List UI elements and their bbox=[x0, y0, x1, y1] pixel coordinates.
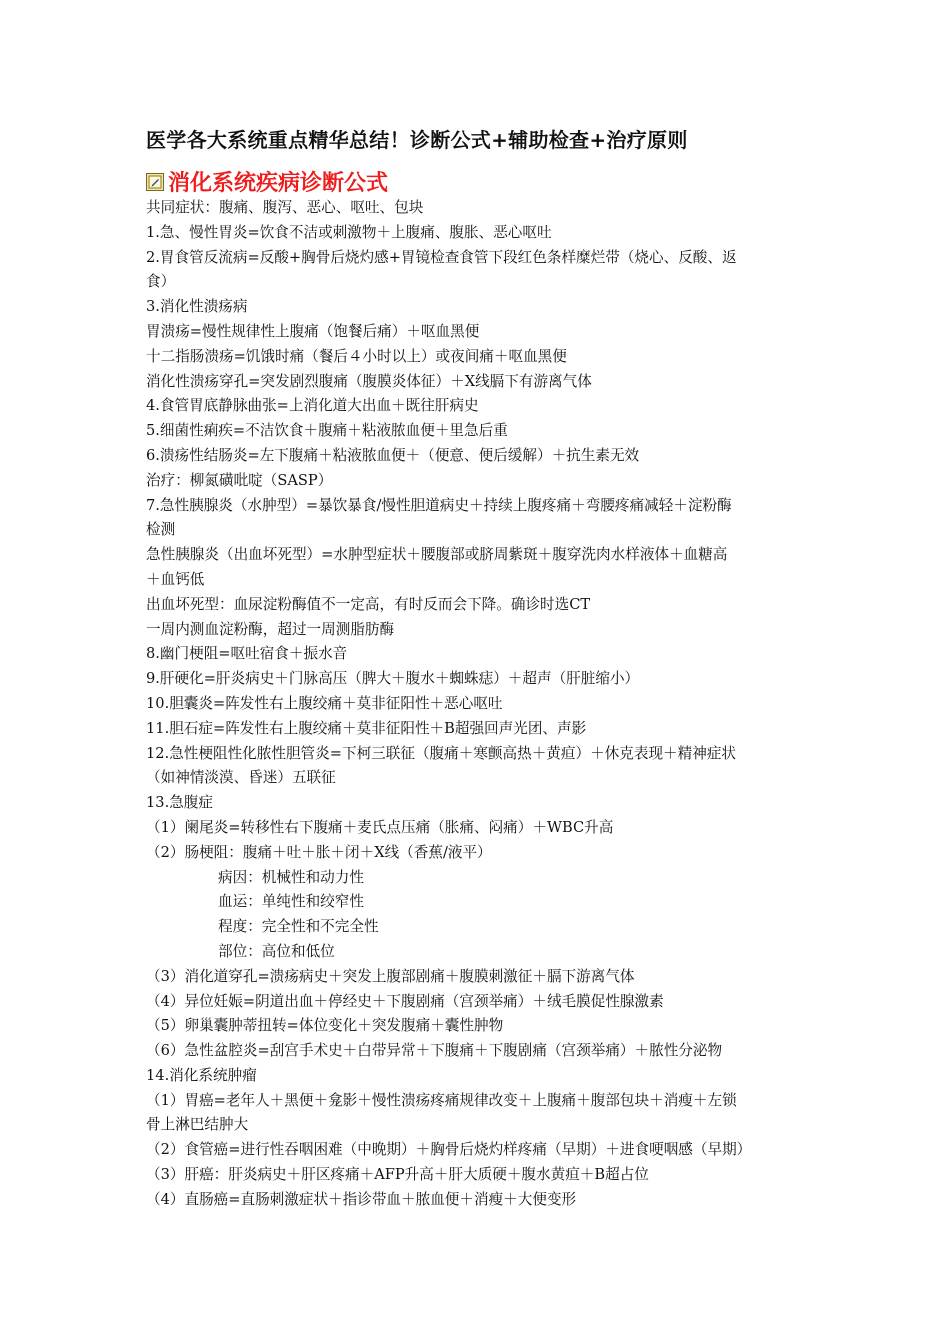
text-line: 检测 bbox=[146, 521, 176, 539]
text-line: （6）急性盆腔炎=刮宫手术史＋白带异常＋下腹痛＋下腹剧痛（宫颈举痛）＋脓性分泌物 bbox=[146, 1042, 723, 1060]
text-line: 消化性溃疡穿孔=突发剧烈腹痛（腹膜炎体征）＋X线膈下有游离气体 bbox=[146, 372, 592, 390]
text-line: 11.胆石症=阵发性右上腹绞痛＋莫非征阳性＋B超强回声光团、声影 bbox=[146, 719, 587, 737]
text-line: 13.急腹症 bbox=[146, 794, 213, 812]
text-line: 4.食管胃底静脉曲张=上消化道大出血＋既往肝病史 bbox=[146, 397, 479, 415]
text-line: （3）肝癌：肝炎病史＋肝区疼痛＋AFP升高＋肝大质硬＋腹水黄疸＋B超占位 bbox=[146, 1166, 649, 1184]
text-line: （如神情淡漠、昏迷）五联征 bbox=[146, 769, 336, 787]
text-line: （1）阑尾炎=转移性右下腹痛＋麦氏点压痛（胀痛、闷痛）＋WBC升高 bbox=[146, 818, 614, 836]
document-body bbox=[146, 196, 814, 1213]
text-line: 10.胆囊炎=阵发性右上腹绞痛＋莫非征阳性＋恶心呕吐 bbox=[146, 694, 503, 712]
section-header bbox=[146, 166, 388, 197]
text-line: 9.肝硬化=肝炎病史＋门脉高压（脾大＋腹水＋蜘蛛痣）＋超声（肝脏缩小） bbox=[146, 670, 640, 688]
text-line: 一周内测血淀粉酶，超过一周测脂肪酶 bbox=[146, 620, 395, 638]
text-line: 共同症状：腹痛、腹泻、恶心、呕吐、包块 bbox=[146, 199, 424, 216]
text-line: 12.急性梗阻性化脓性胆管炎=下柯三联征（腹痛＋寒颤高热＋黄疸）＋休克表现＋精神症状 bbox=[146, 744, 737, 762]
text-line: （2）食管癌=进行性吞咽困难（中晚期）＋胸骨后烧灼样疼痛（早期）＋进食哽咽感（早期） bbox=[146, 1141, 752, 1159]
text-line: 5.细菌性痢疾=不洁饮食＋腹痛＋粘液脓血便＋里急后重 bbox=[146, 422, 508, 440]
text-line: 6.溃疡性结肠炎=左下腹痛＋粘液脓血便＋（便意、便后缓解）＋抗生素无效 bbox=[146, 446, 640, 464]
text-line: 程度：完全性和不完全性 bbox=[218, 918, 379, 936]
text-line: 8.幽门梗阻=呕吐宿食＋振水音 bbox=[146, 645, 348, 663]
text-line: 血运：单纯性和绞窄性 bbox=[218, 893, 364, 911]
text-line: 治疗：柳氮磺吡啶（SASP） bbox=[146, 471, 333, 489]
text-line: （5）卵巢囊肿蒂扭转=体位变化＋突发腹痛＋囊性肿物 bbox=[146, 1017, 504, 1035]
text-line: ＋血钙低 bbox=[146, 570, 205, 588]
text-line: 胃溃疡=慢性规律性上腹痛（饱餐后痛）＋呕血黑便 bbox=[146, 322, 480, 340]
text-line: 1.急、慢性胃炎=饮食不洁或刺激物＋上腹痛、腹胀、恶心呕吐 bbox=[146, 223, 552, 241]
text-line: 7.急性胰腺炎（水肿型）=暴饮暴食/慢性胆道病史＋持续上腹疼痛＋弯腰疼痛减轻＋淀粉酶 bbox=[146, 496, 732, 514]
text-line: 骨上淋巴结肿大 bbox=[146, 1116, 249, 1134]
text-line: 14.消化系统肿瘤 bbox=[146, 1066, 257, 1084]
text-line: 病因：机械性和动力性 bbox=[218, 868, 364, 886]
text-line: 十二指肠溃疡=饥饿时痛（餐后４小时以上）或夜间痛＋呕血黑便 bbox=[146, 347, 567, 365]
pencil-note-icon bbox=[146, 173, 164, 191]
text-line: 出血坏死型：血尿淀粉酶值不一定高，有时反而会下降。确诊时选CT bbox=[146, 595, 591, 613]
document-title: 医学各大系统重点精华总结！诊断公式+辅助检查+治疗原则 bbox=[146, 128, 688, 152]
text-line: 3.消化性溃疡病 bbox=[146, 298, 248, 316]
text-line: 食） bbox=[146, 273, 176, 291]
text-line: （4）直肠癌=直肠刺激症状＋指诊带血＋脓血便＋消瘦＋大便变形 bbox=[146, 1190, 577, 1208]
text-line: 2.胃食管反流病=反酸+胸骨后烧灼感+胃镜检查食管下段红色条样糜烂带（烧心、反酸、返 bbox=[146, 248, 737, 266]
text-line: （3）消化道穿孔=溃疡病史＋突发上腹部剧痛＋腹膜刺激征＋膈下游离气体 bbox=[146, 967, 635, 985]
text-line: （2）肠梗阻：腹痛＋吐＋胀＋闭＋X线（香蕉/液平） bbox=[146, 843, 492, 861]
text-line: （4）异位妊娠=阴道出血＋停经史＋下腹剧痛（宫颈举痛）＋绒毛膜促性腺激素 bbox=[146, 992, 664, 1010]
section-title: 消化系统疾病诊断公式 bbox=[168, 171, 389, 196]
text-line: 急性胰腺炎（出血坏死型）=水肿型症状＋腰腹部或脐周紫斑＋腹穿洗肉水样液体＋血糖高 bbox=[146, 546, 728, 564]
text-line: 部位：高位和低位 bbox=[218, 942, 335, 960]
text-line: （1）胃癌=老年人＋黑便＋龛影＋慢性溃疡疼痛规律改变＋上腹痛＋腹部包块＋消瘦＋左锁 bbox=[146, 1091, 737, 1109]
